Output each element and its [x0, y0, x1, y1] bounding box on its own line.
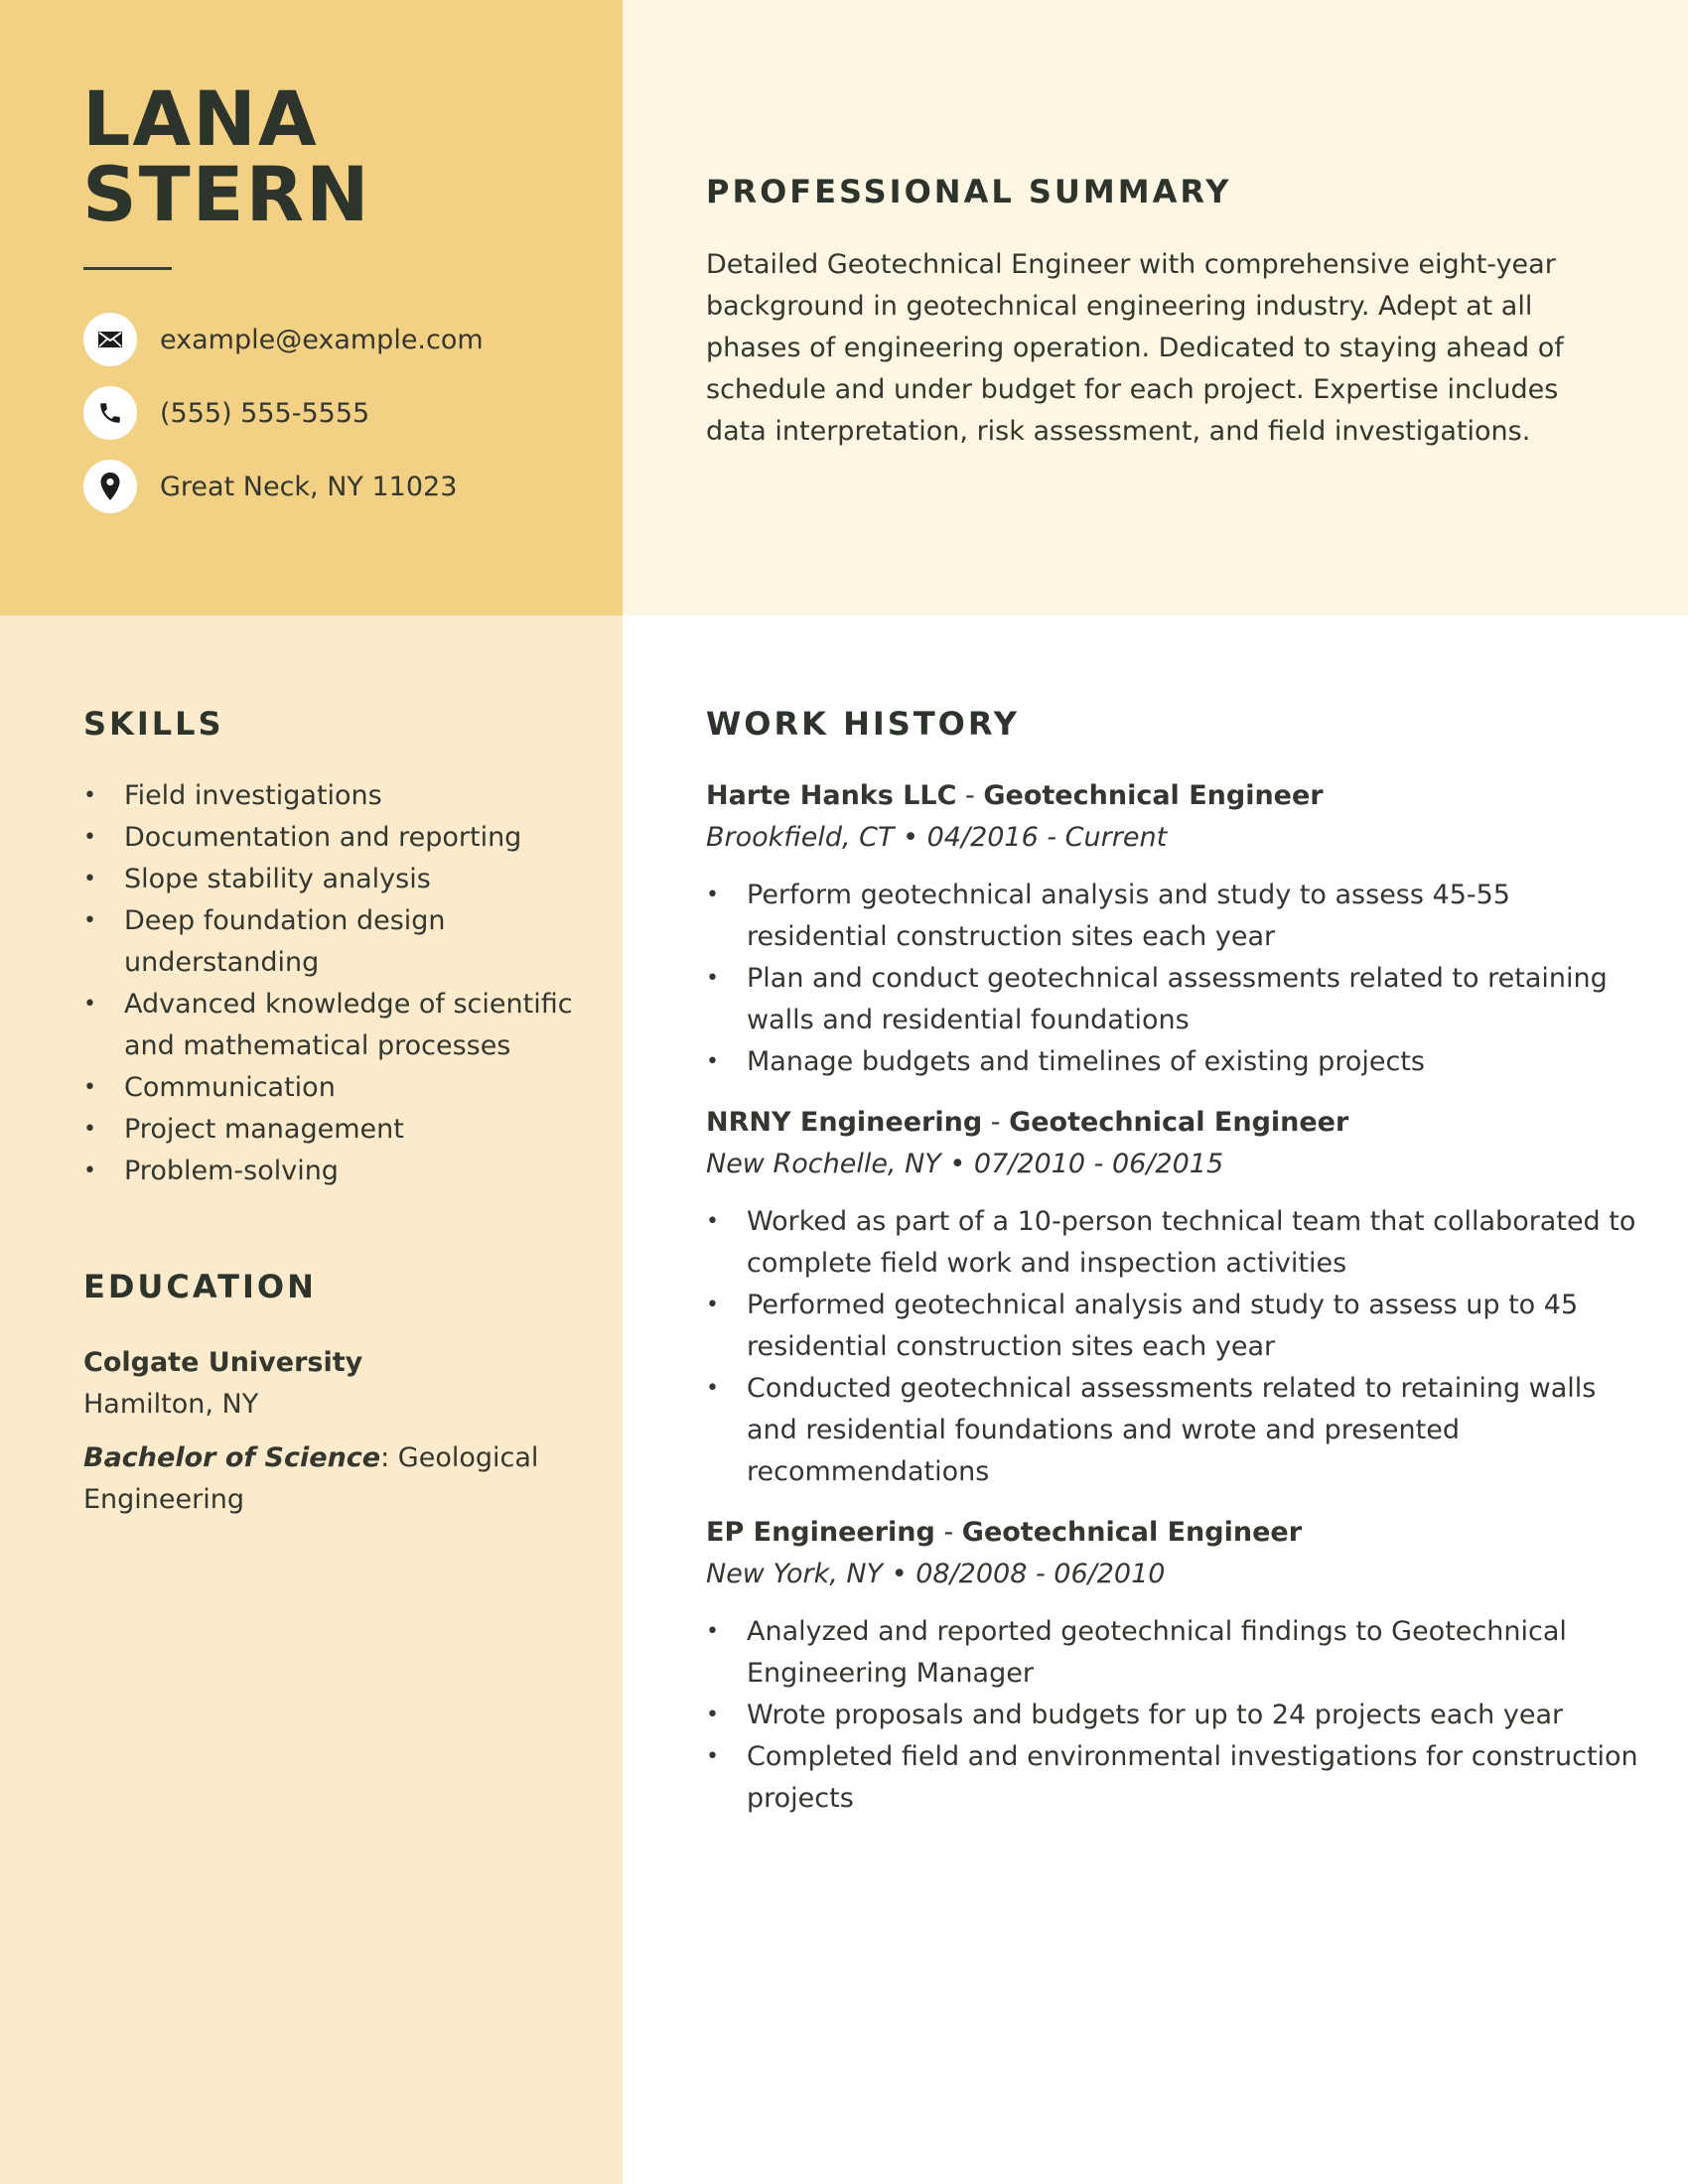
bullet-dot: •	[706, 1703, 719, 1727]
skills-heading: SKILLS	[83, 705, 224, 743]
candidate-name	[82, 74, 371, 238]
map-pin-icon	[83, 460, 137, 513]
job-bullet	[706, 958, 1649, 1041]
bullet-dot: •	[83, 1075, 96, 1100]
skill-item	[83, 775, 600, 817]
job-role: Geotechnical Engineer	[1009, 1107, 1349, 1138]
summary-text: Detailed Geotechnical Engineer with comprehensive eight-year background in geotechnical engineering industry. Adept at all phases of engineering operation. Dedicated to staying ahead of schedule and under budget for each project. Expertise includes data interpretation, risk assessment, and field investigations.	[706, 249, 1564, 447]
bullet-dot: •	[706, 1376, 719, 1401]
last-name: STERN	[82, 150, 371, 238]
bullet-dot: •	[706, 1049, 719, 1074]
contact-email[interactable]: example@example.com	[160, 324, 484, 355]
job-bullet	[706, 1201, 1649, 1285]
contact-list	[83, 313, 600, 533]
bullet-dot: •	[83, 908, 96, 933]
contact-location-row	[83, 460, 600, 513]
job-bullet-text: Analyzed and reported geotechnical findings to Geotechnical Engineering Manager	[747, 1616, 1567, 1689]
job-meta-separator: •	[883, 1559, 916, 1589]
bullet-dot: •	[706, 1744, 719, 1769]
contact-email-row	[83, 313, 600, 366]
education-location: Hamilton, NY	[83, 1389, 259, 1420]
job-bullet	[706, 875, 1649, 958]
skill-item	[83, 859, 600, 900]
skills-list	[83, 775, 600, 1192]
job-bullet-text: Completed field and environmental investigations for construction projects	[747, 1741, 1638, 1814]
job-company: NRNY Engineering	[706, 1107, 983, 1138]
job-bullet-text: Worked as part of a 10-person technical team that collaborated to complete field work and inspection activities	[747, 1206, 1636, 1279]
job-meta-line	[706, 817, 1649, 859]
name-divider	[83, 267, 172, 270]
bullet-dot: •	[706, 883, 719, 907]
skill-item	[83, 1109, 600, 1151]
job-bullet	[706, 1285, 1649, 1368]
skill-text: Deep foundation design understanding	[124, 905, 446, 978]
job-location: New Rochelle, NY	[706, 1149, 941, 1179]
bullet-dot: •	[83, 992, 96, 1017]
bullet-dot: •	[83, 783, 96, 808]
job-bullet	[706, 1695, 1649, 1736]
education-degree: Bachelor of Science	[83, 1442, 381, 1473]
job-bullet	[706, 1611, 1649, 1695]
job-title-line	[706, 1102, 1649, 1144]
job-meta-separator: •	[894, 822, 927, 853]
skill-text: Advanced knowledge of scientific and mathematical processes	[124, 989, 573, 1061]
education-school: Colgate University	[83, 1347, 363, 1378]
job-company: EP Engineering	[706, 1517, 935, 1548]
bullet-dot: •	[83, 825, 96, 850]
job-meta-line	[706, 1144, 1649, 1185]
job-bullets	[706, 1611, 1649, 1820]
contact-phone[interactable]: (555) 555-5555	[160, 397, 370, 429]
job-dates: 04/2016 - Current	[926, 822, 1168, 853]
job-bullet	[706, 1736, 1649, 1820]
education-section	[83, 1342, 600, 1521]
job-bullet-text: Wrote proposals and budgets for up to 24 projects each year	[747, 1700, 1564, 1730]
job-company: Harte Hanks LLC	[706, 780, 957, 811]
job-bullet	[706, 1368, 1649, 1493]
skill-text: Slope stability analysis	[124, 864, 431, 894]
job-role: Geotechnical Engineer	[983, 780, 1324, 811]
job-meta-line	[706, 1554, 1649, 1595]
job-role: Geotechnical Engineer	[961, 1517, 1303, 1548]
job-bullets	[706, 875, 1649, 1083]
bullet-dot: •	[83, 1117, 96, 1142]
skill-item	[83, 1151, 600, 1192]
job-entry	[706, 1102, 1649, 1493]
skills-section	[83, 775, 600, 1192]
education-degree-line	[83, 1437, 600, 1521]
skill-text: Project management	[124, 1114, 404, 1145]
bullet-dot: •	[706, 966, 719, 991]
envelope-icon	[83, 313, 137, 366]
job-title-separator: -	[956, 780, 984, 811]
bullet-dot: •	[83, 1159, 96, 1183]
skill-text: Problem-solving	[124, 1156, 339, 1186]
work-history-heading: WORK HISTORY	[706, 705, 1020, 743]
skill-item	[83, 984, 600, 1067]
work-history-section	[706, 775, 1649, 1839]
skill-item	[83, 1067, 600, 1109]
job-bullet-text: Manage budgets and timelines of existing projects	[747, 1046, 1425, 1077]
job-title-separator: -	[982, 1107, 1010, 1138]
job-bullet-text: Conducted geotechnical assessments related to retaining walls and residential foundations and wrote and presented recommendations	[747, 1373, 1597, 1487]
education-heading: EDUCATION	[83, 1268, 317, 1305]
job-title-separator: -	[934, 1517, 962, 1548]
skill-text: Field investigations	[124, 780, 382, 811]
phone-icon	[83, 386, 137, 440]
job-location: Brookfield, CT	[706, 822, 895, 853]
job-title-line	[706, 1512, 1649, 1554]
education-degree-separator: :	[380, 1442, 390, 1473]
bullet-dot: •	[706, 1209, 719, 1234]
job-dates: 08/2008 - 06/2010	[915, 1559, 1166, 1589]
skill-item	[83, 817, 600, 859]
job-entry	[706, 1512, 1649, 1820]
education-field: Geological Engineering	[83, 1442, 539, 1515]
job-location: New York, NY	[706, 1559, 884, 1589]
contact-phone-row	[83, 386, 600, 440]
job-bullet	[706, 1041, 1649, 1083]
skill-item	[83, 900, 600, 984]
job-bullet-text: Perform geotechnical analysis and study to assess 45-55 residential construction sites each year	[747, 880, 1510, 952]
job-bullets	[706, 1201, 1649, 1493]
job-bullet-text: Performed geotechnical analysis and study to assess up to 45 residential construction sites each year	[747, 1290, 1579, 1362]
bullet-dot: •	[83, 867, 96, 891]
contact-location: Great Neck, NY 11023	[160, 471, 458, 502]
first-name: LANA	[82, 74, 319, 163]
skill-text: Documentation and reporting	[124, 822, 522, 853]
job-meta-separator: •	[940, 1149, 974, 1179]
job-entry	[706, 775, 1649, 1083]
job-title-line	[706, 775, 1649, 817]
job-dates: 07/2010 - 06/2015	[973, 1149, 1224, 1179]
bullet-dot: •	[706, 1619, 719, 1644]
summary-heading: PROFESSIONAL SUMMARY	[706, 173, 1232, 210]
job-bullet-text: Plan and conduct geotechnical assessments related to retaining walls and residential foundations	[747, 963, 1608, 1035]
bullet-dot: •	[706, 1293, 719, 1317]
skill-text: Communication	[124, 1072, 336, 1103]
